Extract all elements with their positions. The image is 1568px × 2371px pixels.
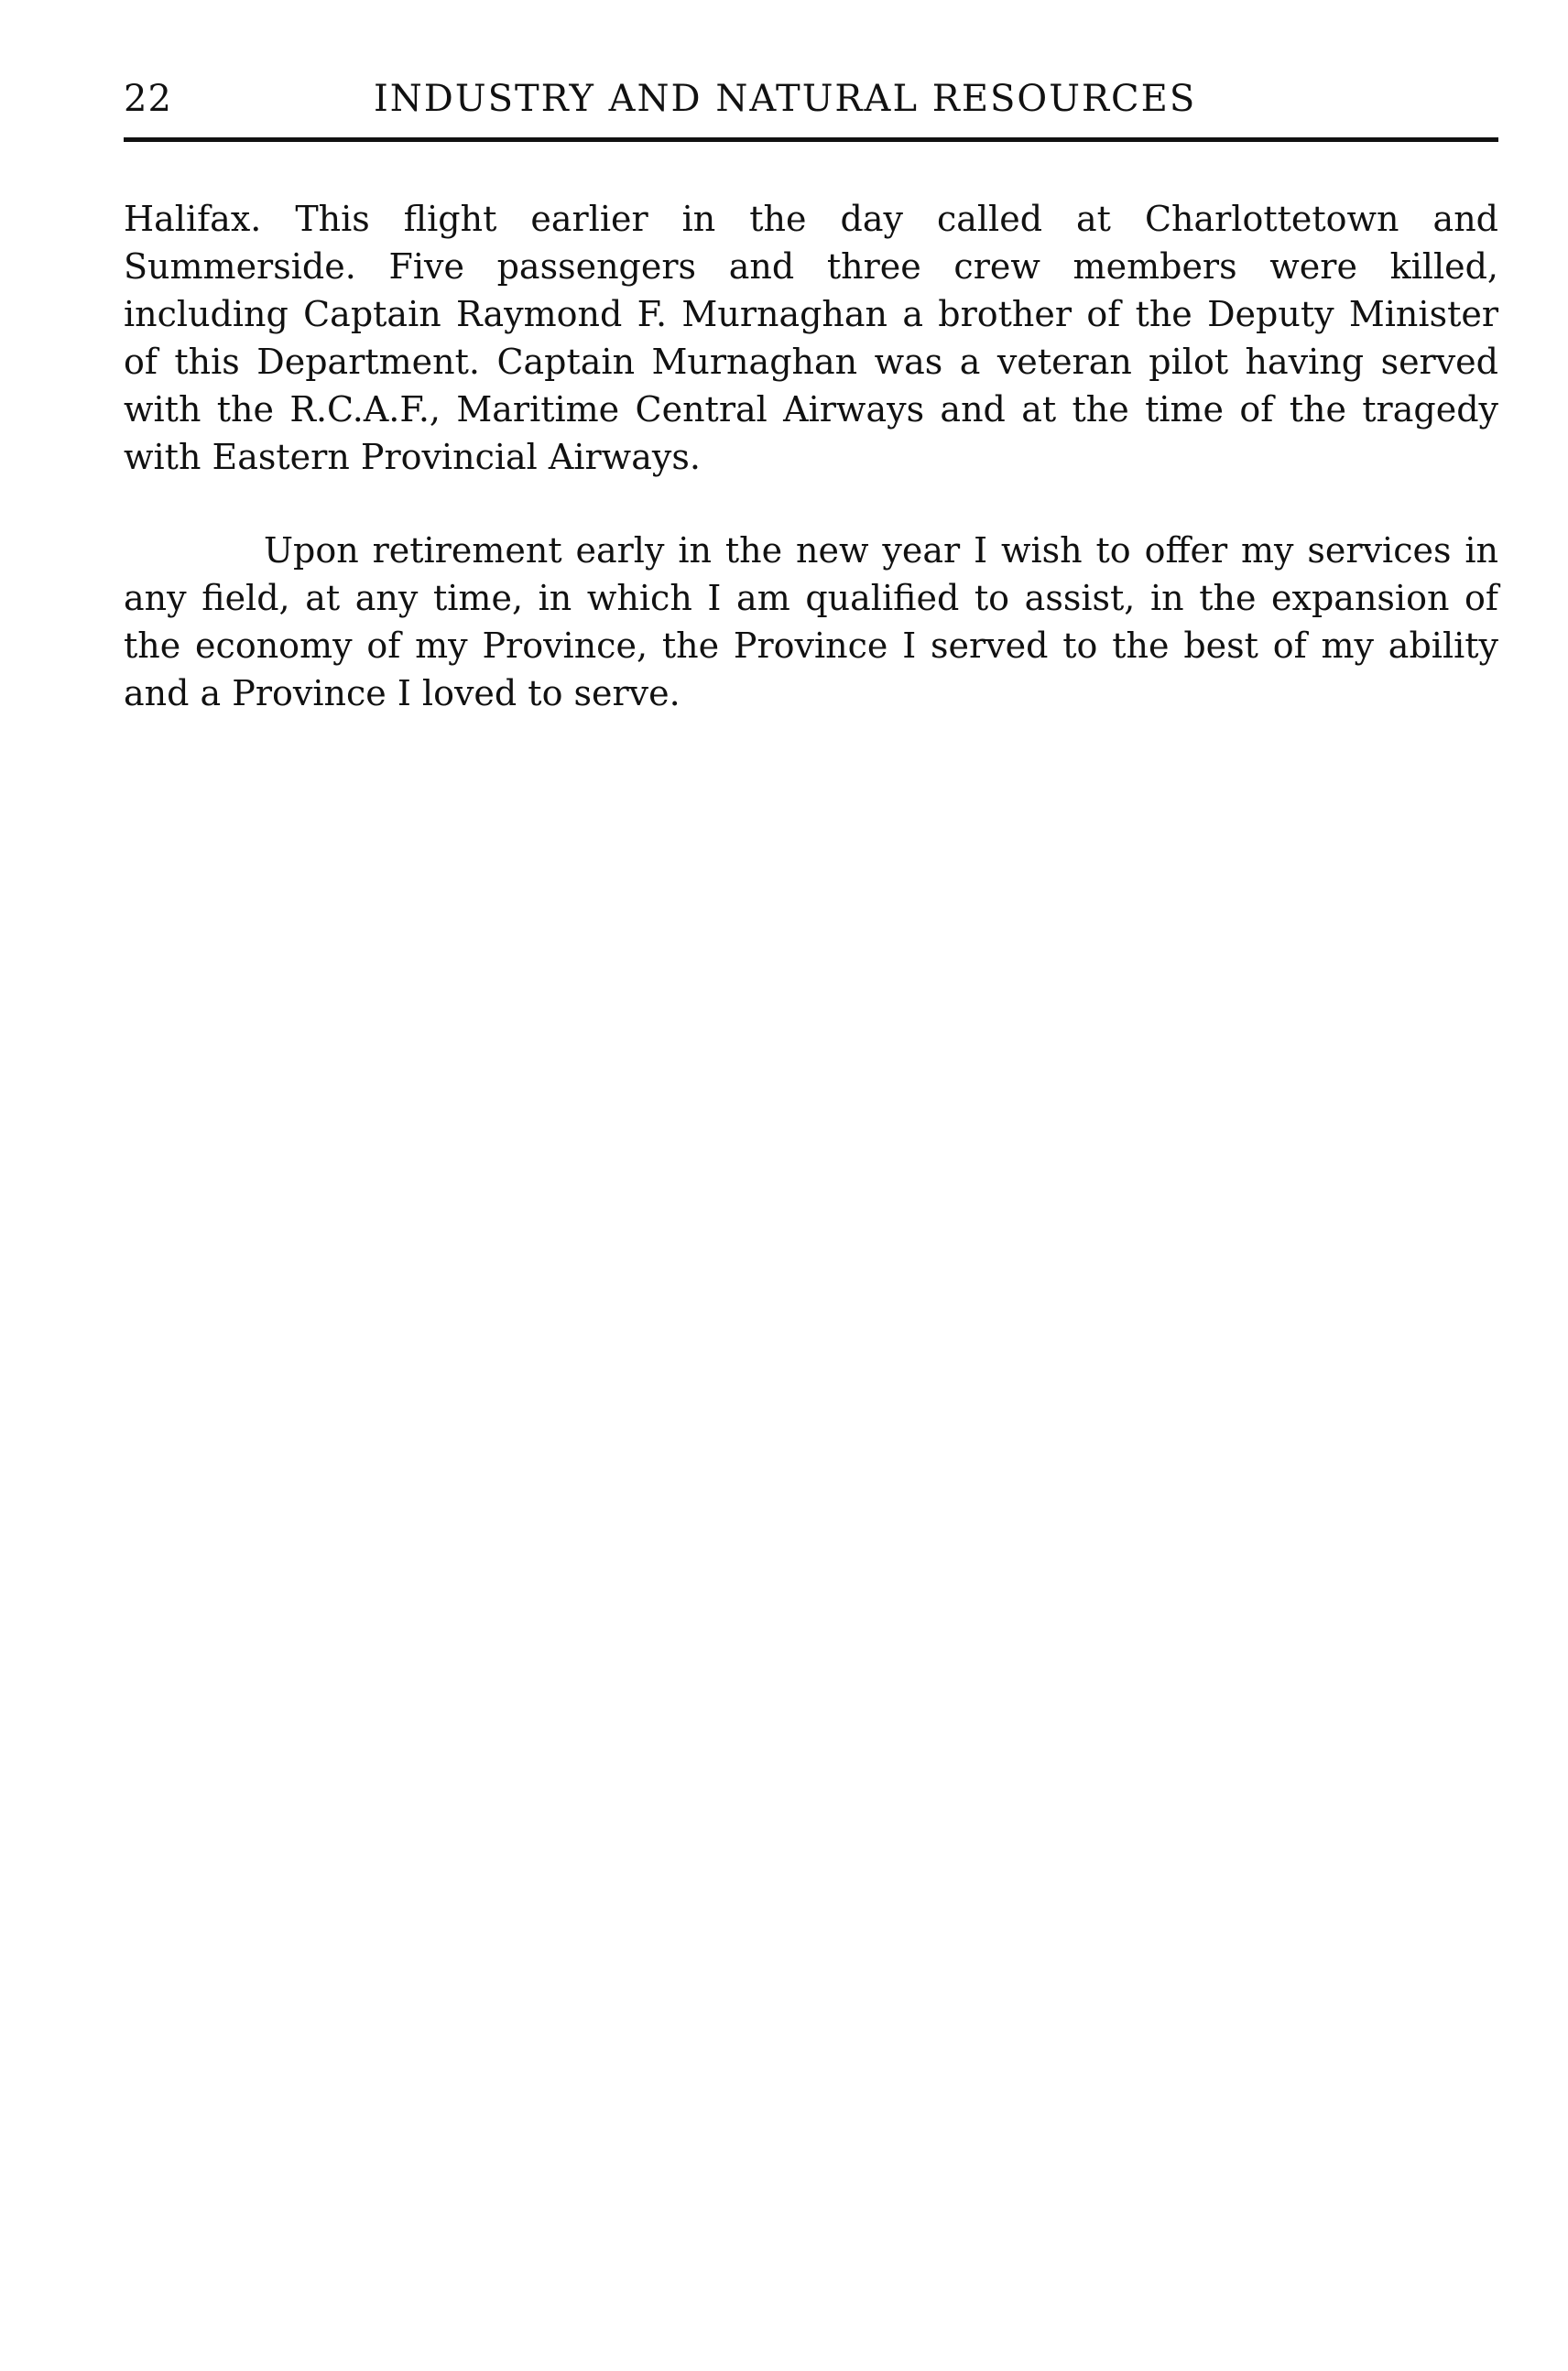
header-rule [124, 137, 1498, 142]
running-title: INDUSTRY AND NATURAL RESOURCES [374, 78, 1197, 120]
paragraph-2: Upon retirement early in the new year I wish to offer my services in any field, at any time, in which I am qualified to assist, in the expansion of the economy of my Province, the Province I served to the best of my ability and a Province I loved to serve. [124, 530, 1498, 713]
body-text [124, 195, 1498, 717]
paragraph-1: Halifax. This flight earlier in the day called at Charlottetown and Summerside. Five passengers and three crew members were killed, including Captain Raymond F. Murnaghan a brother of the Deputy Minister of this Department. Captain Murnaghan was a veteran pilot having served with the R.C.A.F., Maritime Central Airways and at the time of the tragedy with Eastern Provincial Airways. [124, 199, 1498, 477]
page-number: 22 [124, 78, 172, 120]
page-header [124, 73, 1498, 125]
